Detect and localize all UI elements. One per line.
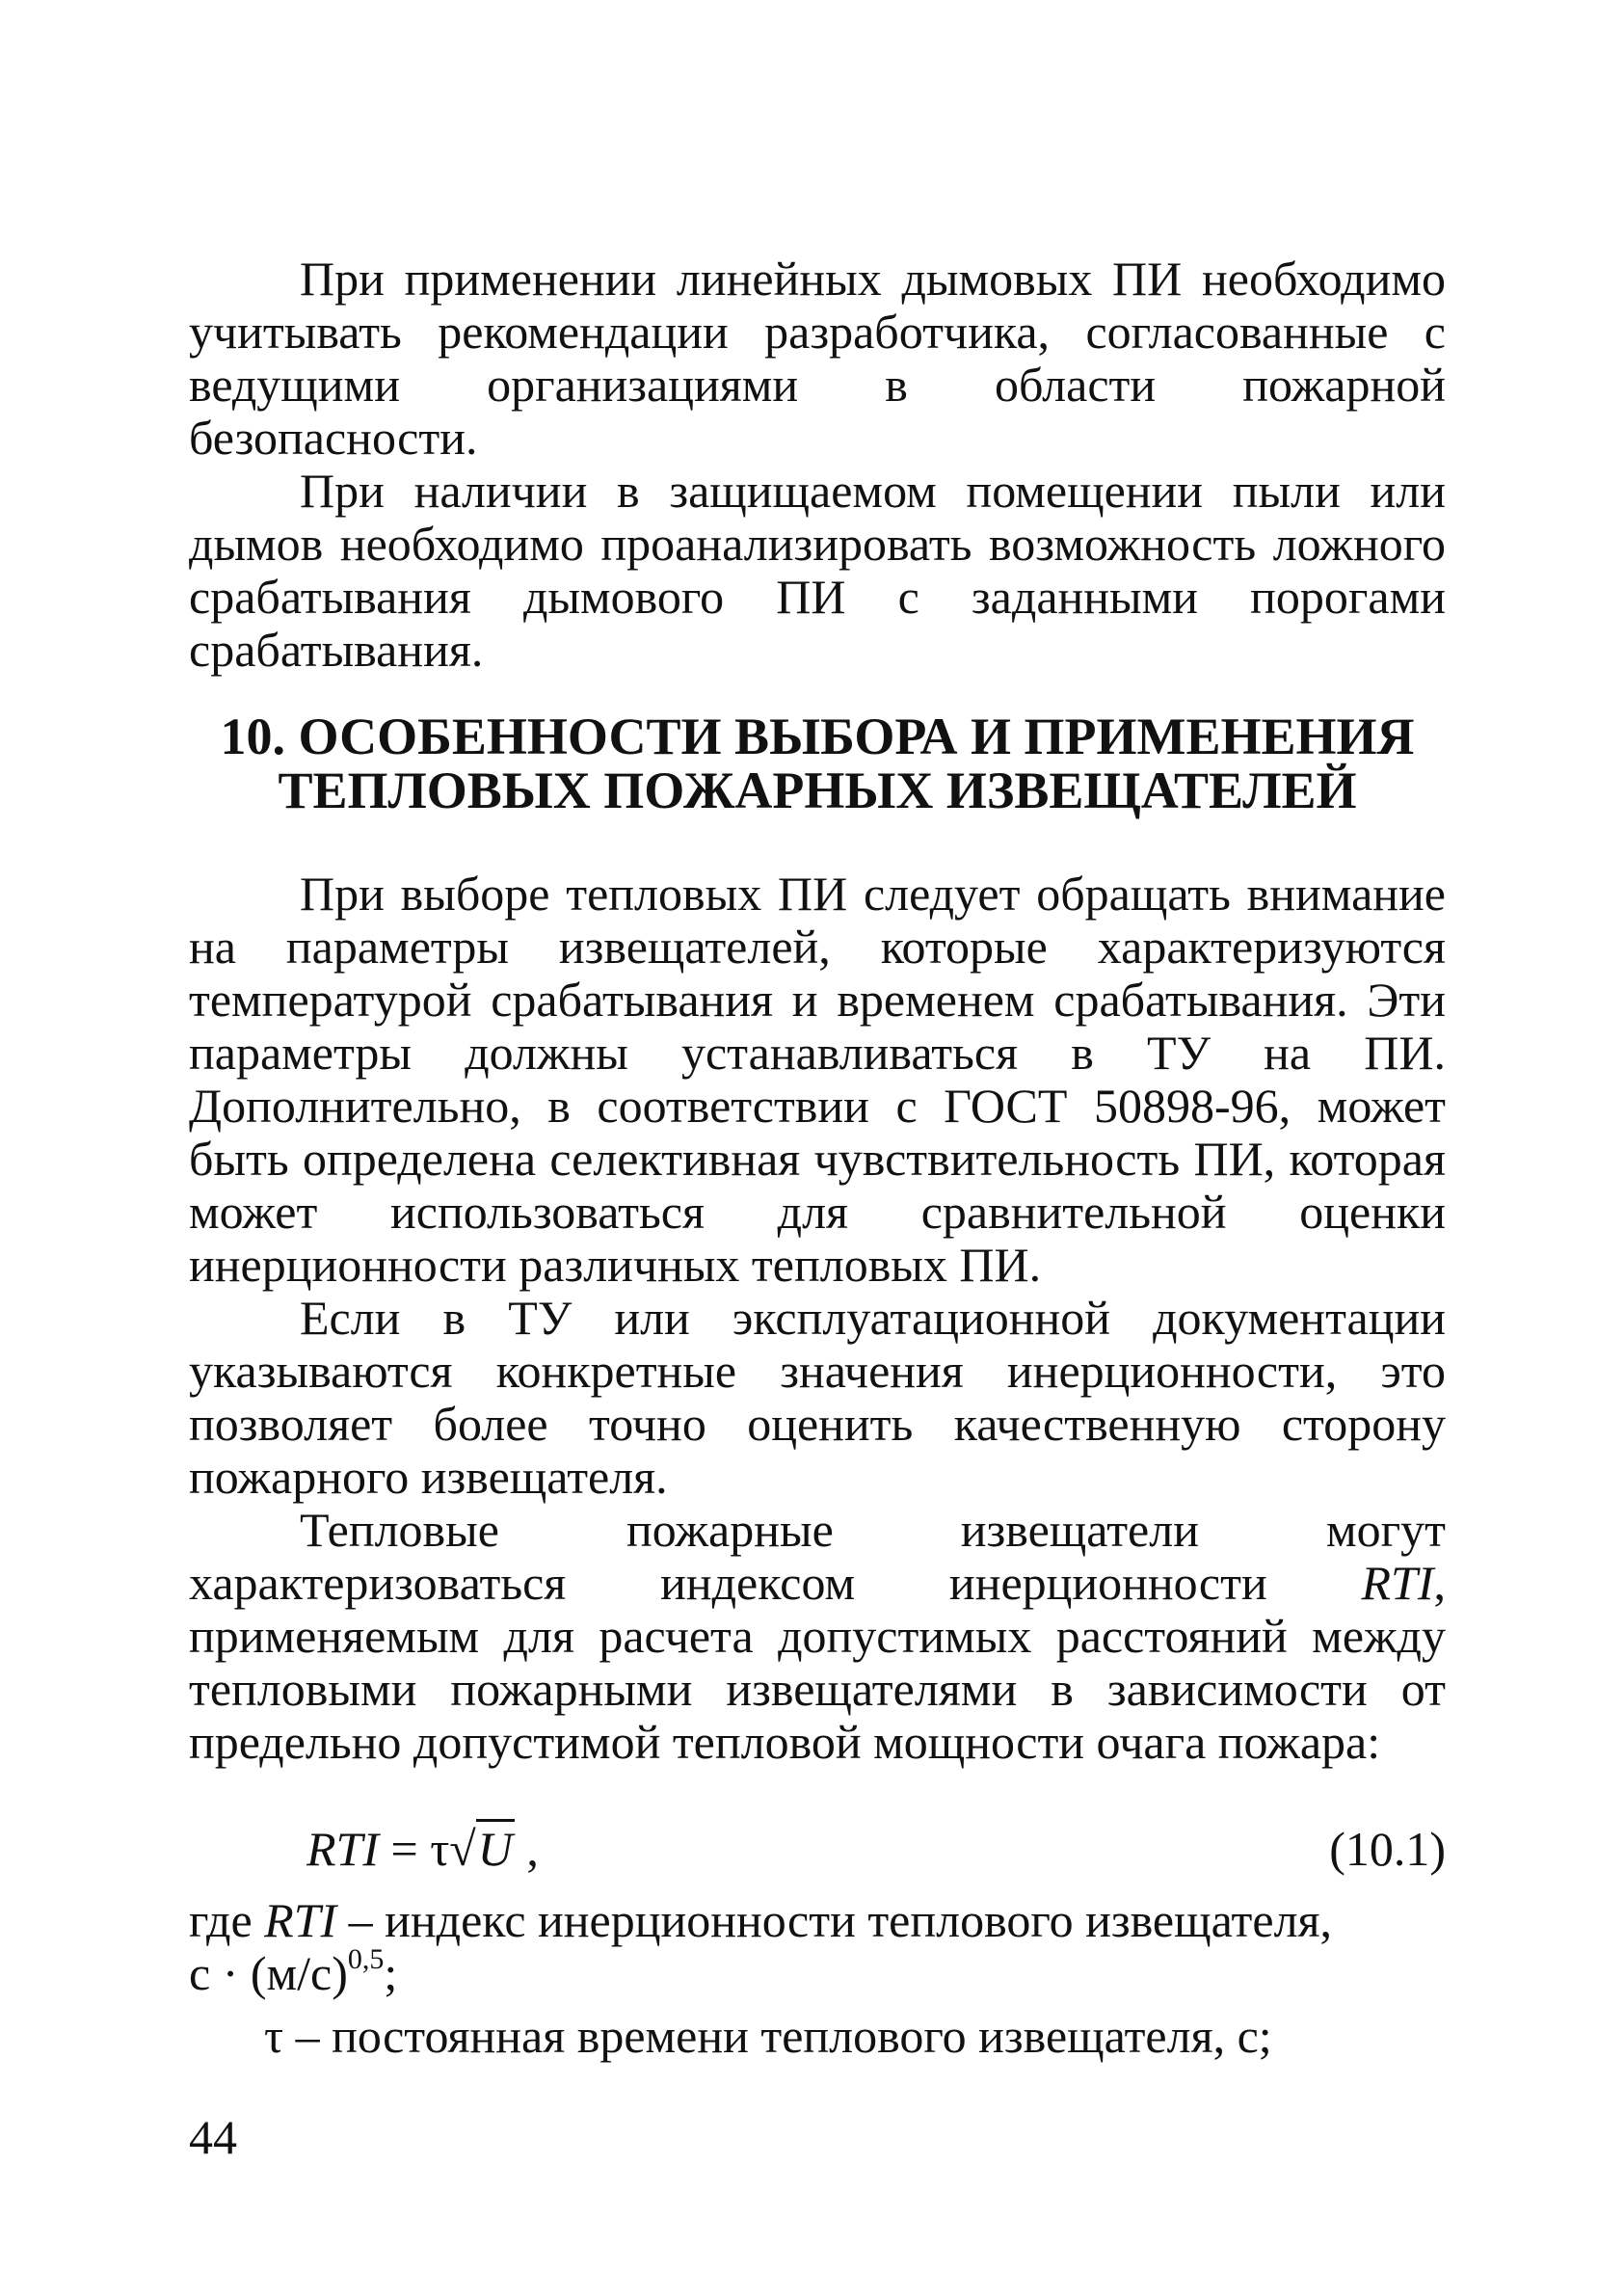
rti-continuation-text: , применяемым для расчета допустимых расстояний между тепловыми пожарными извещателями в зависимости от предельно допустимой тепловой мощности очага пожара: (189, 1556, 1446, 1769)
definition-rti-unit (189, 1943, 1446, 2000)
rti-inline-symbol: RTI (1361, 1556, 1434, 1610)
definition-rti (189, 1894, 1446, 1947)
heading-line-1: 10. ОСОБЕННОСТИ ВЫБОРА И ПРИМЕНЕНИЯ (220, 708, 1415, 765)
definition-tau: τ – постоянная времени теплового извещателя, с; (264, 2009, 1272, 2063)
rti-intro-text: Тепловые пожарные извещатели могут характеризоваться индексом инерционности (189, 1503, 1446, 1610)
paragraph-inertia-values: Если в ТУ или эксплуатационной документации указываются конкретные значения инерционности, это позволяет более точно оценить качественную сторону пожарного извещателя. (189, 1291, 1446, 1504)
radical-sign: √ (449, 1822, 476, 1876)
page-number: 44 (189, 2110, 237, 2164)
paragraph-thermal-selection: При выборе тепловых ПИ следует обращать внимание на параметры извещателей, которые характеризуются температурой срабатывания и временем срабатывания. Эти параметры должны устанавливаться в ТУ на ПИ. Дополнительно, в соответствии с ГОСТ 50898-96, может быть определена селективная чувствительность ПИ, которая может использоваться для сравнительной оценки инерционности различных тепловых ПИ. (189, 867, 1446, 1292)
definition-rti-symbol: RTI (264, 1893, 337, 1947)
rti-unit-base: с · (м/с) (189, 1946, 348, 2000)
definition-rti-text: – индекс инерционности теплового извещателя, (336, 1893, 1333, 1947)
section-heading (189, 709, 1446, 817)
formula-square-root (449, 1820, 515, 1878)
formula-equals: = (379, 1822, 431, 1876)
paragraph-dust-false-alarm: При наличии в защищаемом помещении пыли или дымов необходимо проанализировать возможность ложного срабатывания дымового ПИ с заданными порогами срабатывания. (189, 464, 1446, 677)
definition-rti-prefix: где (189, 1893, 265, 1947)
paragraph-linear-smoke-detectors: При применении линейных дымовых ПИ необходимо учитывать рекомендации разработчика, согласованные с ведущими организациями в области пожарной безопасности. (189, 252, 1446, 465)
formula-10-1 (306, 1820, 539, 1878)
formula-number: (10.1) (1329, 1822, 1446, 1876)
paragraph-rti-index (189, 1504, 1446, 1769)
rti-unit-exponent: 0,5 (347, 1943, 385, 1975)
formula-trailing-comma: , (514, 1822, 539, 1876)
heading-line-2: ТЕПЛОВЫХ ПОЖАРНЫХ ИЗВЕЩАТЕЛЕЙ (278, 762, 1357, 819)
formula-tau: τ (430, 1822, 450, 1876)
rti-unit-end: ; (384, 1946, 398, 2000)
formula-lhs: RTI (306, 1822, 379, 1876)
formula-radicand: U (476, 1819, 515, 1876)
